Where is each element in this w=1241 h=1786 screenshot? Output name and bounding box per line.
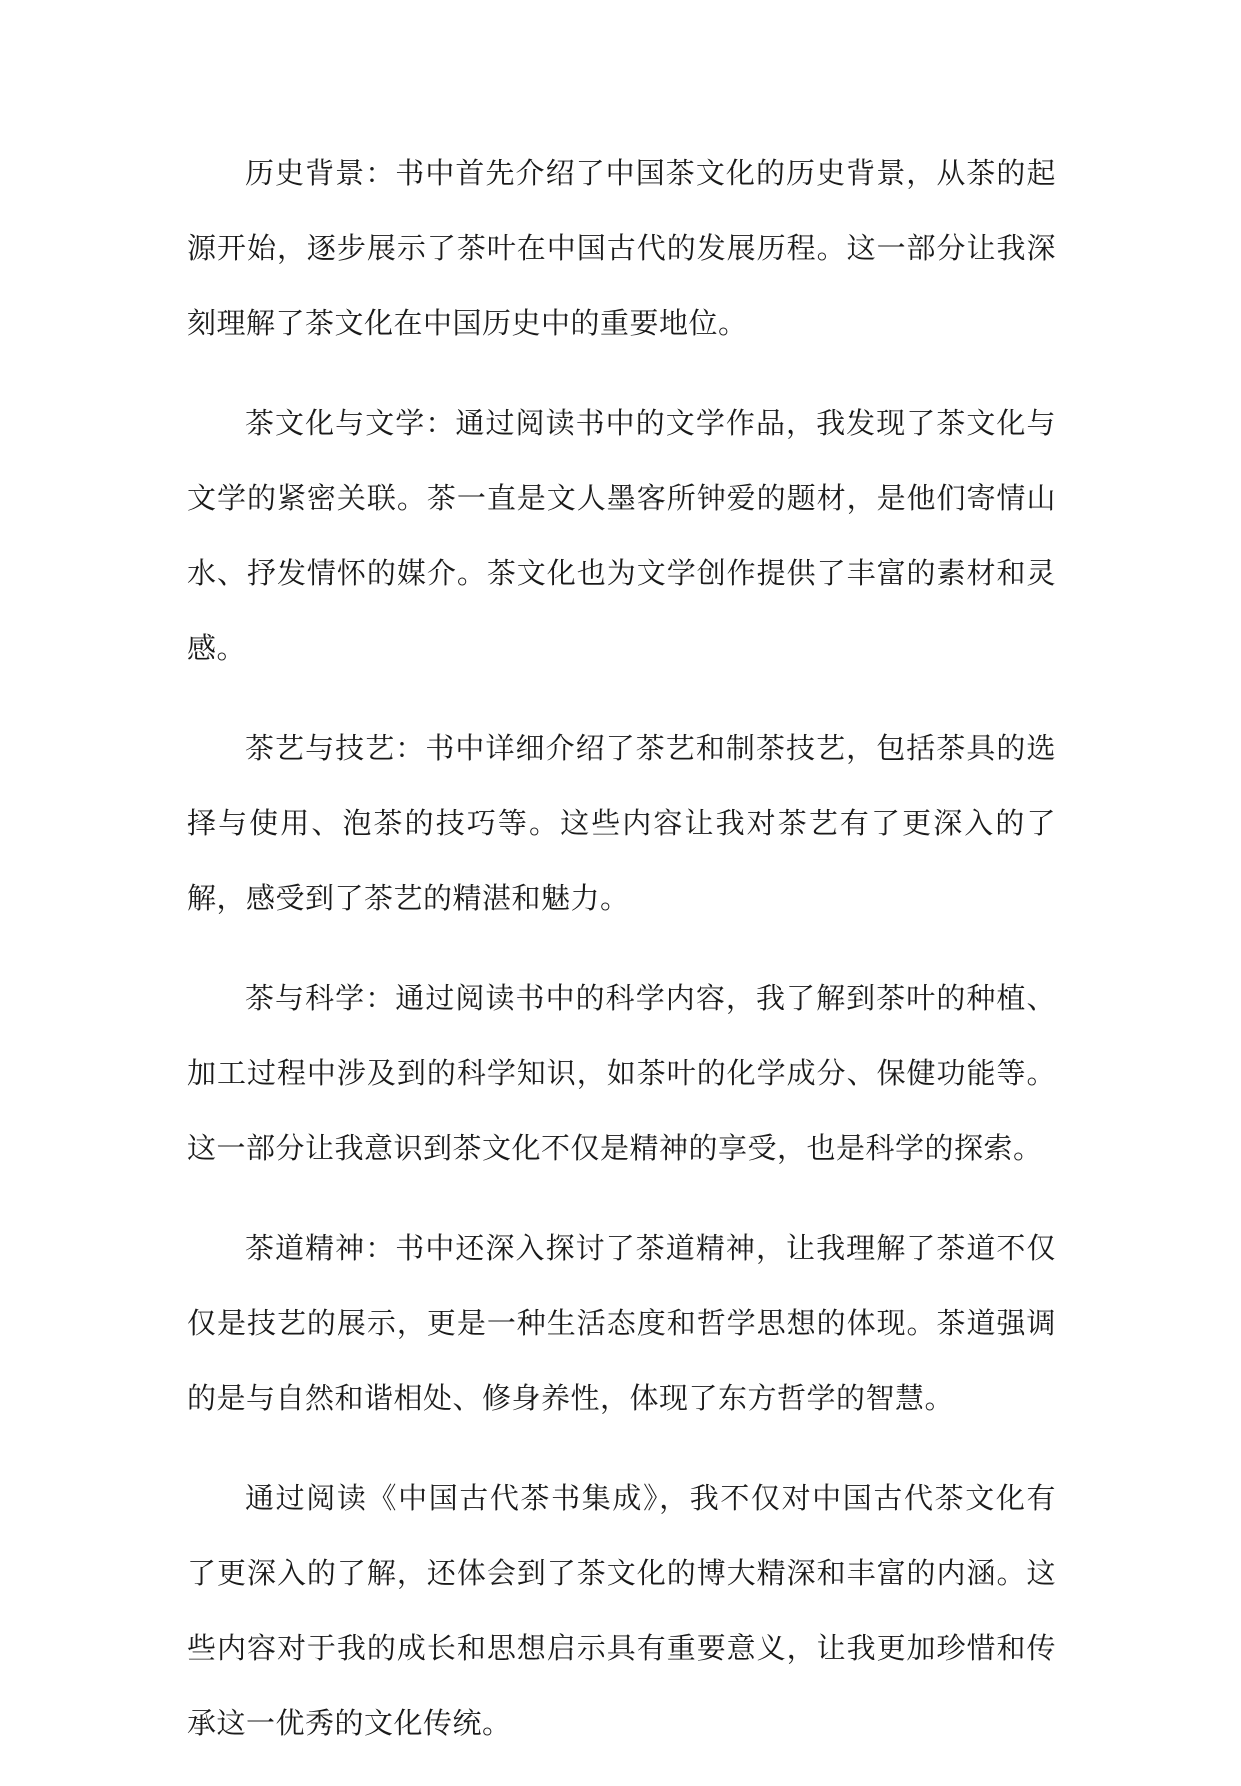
paragraph-history-background: 历史背景：书中首先介绍了中国茶文化的历史背景，从茶的起源开始，逐步展示了茶叶在中国古代的发展历程。这一部分让我深刻理解了茶文化在中国历史中的重要地位。 xyxy=(187,156,1056,340)
document-body xyxy=(187,136,1056,1786)
paragraph-tea-art-and-skills: 茶艺与技艺：书中详细介绍了茶艺和制茶技艺，包括茶具的选择与使用、泡茶的技巧等。这些内容让我对茶艺有了更深入的了解，感受到了茶艺的精湛和魅力。 xyxy=(187,731,1056,915)
paragraph-tea-and-literature: 茶文化与文学：通过阅读书中的文学作品，我发现了茶文化与文学的紧密关联。茶一直是文人墨客所钟爱的题材，是他们寄情山水、抒发情怀的媒介。茶文化也为文学创作提供了丰富的素材和灵感。 xyxy=(187,406,1056,665)
paragraph-tea-and-science: 茶与科学：通过阅读书中的科学内容，我了解到茶叶的种植、加工过程中涉及到的科学知识，如茶叶的化学成分、保健功能等。这一部分让我意识到茶文化不仅是精神的享受，也是科学的探索。 xyxy=(187,981,1056,1165)
paragraph-conclusion: 通过阅读《中国古代茶书集成》，我不仅对中国古代茶文化有了更深入的了解，还体会到了茶文化的博大精深和丰富的内涵。这些内容对于我的成长和思想启示具有重要意义，让我更加珍惜和传承这一优秀的文化传统。 xyxy=(187,1481,1056,1740)
paragraph-tea-ceremony-spirit: 茶道精神：书中还深入探讨了茶道精神，让我理解了茶道不仅仅是技艺的展示，更是一种生活态度和哲学思想的体现。茶道强调的是与自然和谐相处、修身养性，体现了东方哲学的智慧。 xyxy=(187,1231,1056,1415)
